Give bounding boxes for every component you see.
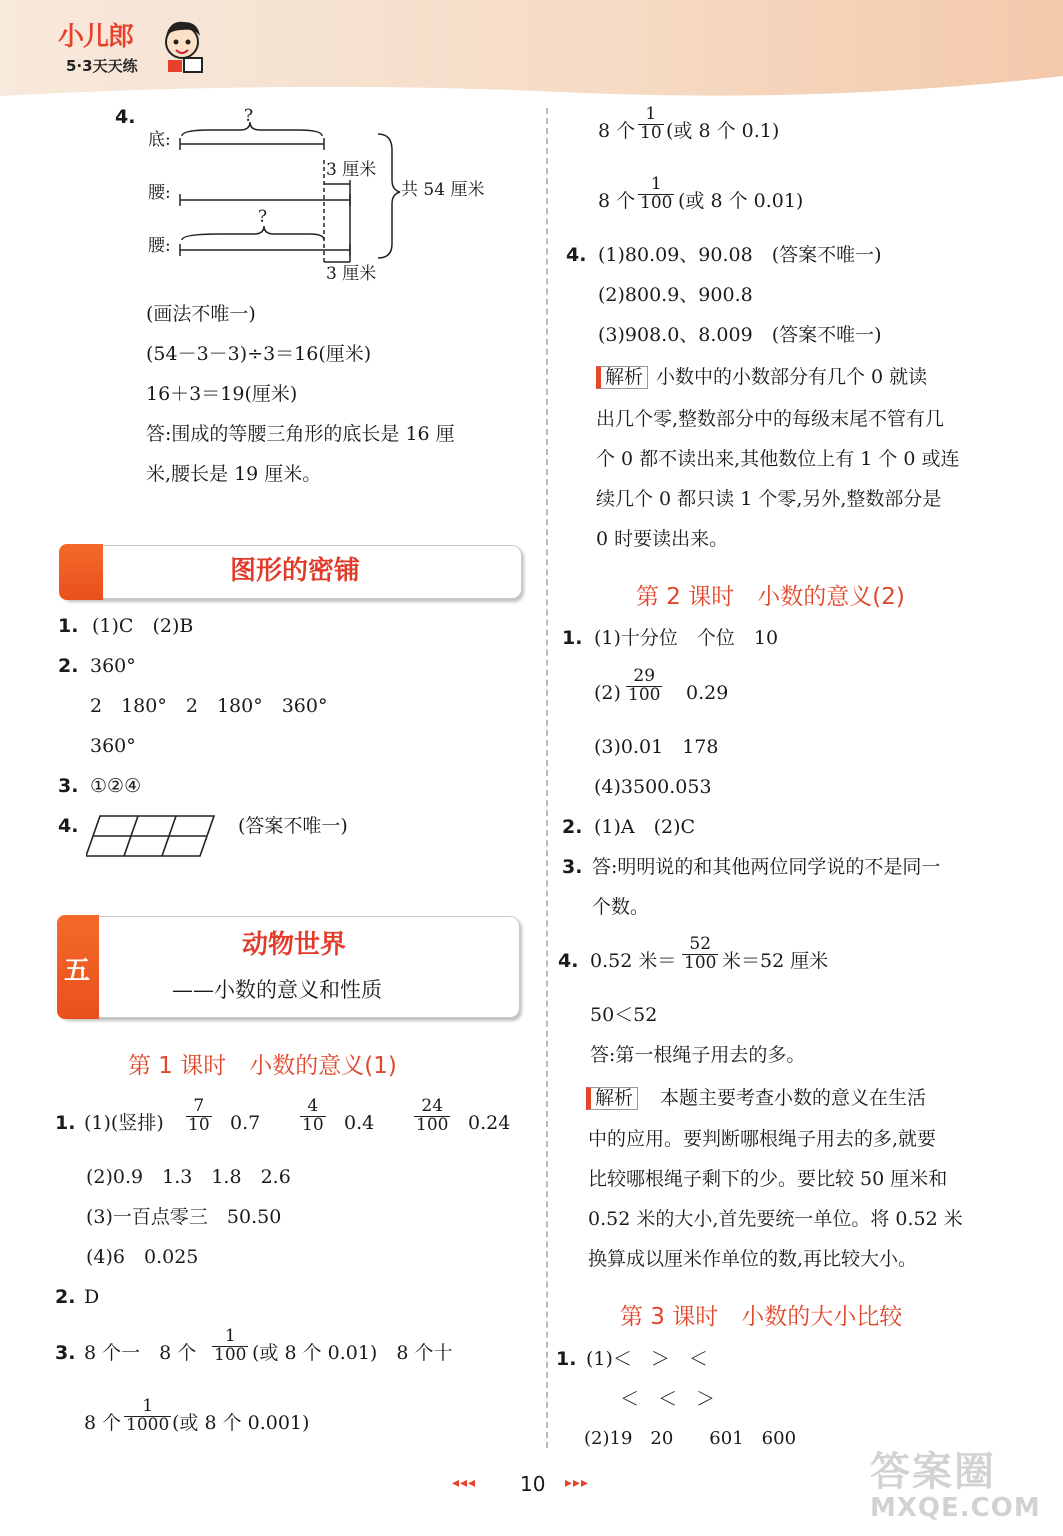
analysis-line: 续几个 0 都只读 1 个零,另外,整数部分是 <box>596 488 942 510</box>
fraction: $\frac{7}{10}$ <box>188 1096 210 1135</box>
header-wave <box>0 70 1063 110</box>
answer-line: (3)0.01 178 <box>594 736 719 758</box>
answer-line: 0.52 米＝ <box>590 950 677 972</box>
analysis-badge: 解析 <box>586 1087 638 1110</box>
diagram-label-waist: 腰: <box>148 236 171 256</box>
fraction: $\frac{24}{100}$ <box>416 1096 449 1135</box>
analysis-line: 解析 本题主要考查小数的意义在生活 <box>586 1087 926 1110</box>
parallelogram-tiling-figure <box>86 814 216 860</box>
unit-title: 动物世界 <box>242 930 347 960</box>
answer-line: 360° <box>90 735 136 757</box>
question-number: 4. <box>115 106 136 128</box>
analysis-badge: 解析 <box>596 366 648 389</box>
question-number: 3. <box>55 1342 76 1364</box>
diagram-total-label: 共 54 厘米 <box>401 180 485 200</box>
answer-line: (1)＜ ＞ ＜ <box>586 1348 708 1370</box>
diagram-3cm-label: 3 厘米 <box>326 160 377 180</box>
answer-line: (3)908.0、8.009 (答案不唯一) <box>598 324 882 346</box>
answer-line: 16＋3＝19(厘米) <box>146 383 298 405</box>
question-number: 1. <box>55 1112 76 1134</box>
answer-line: 8 个 <box>84 1412 122 1434</box>
question-number: 1. <box>58 615 79 637</box>
answer-line: (或 8 个 0.01) <box>678 190 804 212</box>
answer-line: (或 8 个 0.1) <box>666 120 780 142</box>
answer-line: 答:明明说的和其他两位同学说的不是同一 <box>592 856 941 878</box>
unit-number: 五 <box>64 956 91 986</box>
lesson-title: 第 3 课时 小数的大小比较 <box>620 1304 903 1330</box>
column-divider <box>546 108 548 1448</box>
lesson-title: 第 2 课时 小数的意义(2) <box>636 584 905 610</box>
analysis-line: 0.52 米的大小,首先要统一单位。将 0.52 米 <box>588 1208 963 1230</box>
answer-line: (2)800.9、900.8 <box>598 284 753 306</box>
answer-line: (1)80.09、90.08 (答案不唯一) <box>598 244 882 266</box>
answer-line: 米＝52 厘米 <box>722 950 829 972</box>
analysis-line: 比较哪根绳子剩下的少。要比较 50 厘米和 <box>588 1168 948 1190</box>
answer-line: 答:围成的等腰三角形的底长是 16 厘 <box>146 423 455 445</box>
brand-text: 5·3天天练 <box>66 57 138 75</box>
watermark <box>870 1440 1041 1523</box>
page-next-arrows-icon: ▸▸▸ <box>565 1475 590 1491</box>
question-number: 3. <box>562 856 583 878</box>
answer-value: 0.29 <box>686 682 729 704</box>
answer-line: (2) <box>594 682 621 704</box>
watermark-title: 答案圈 <box>870 1449 996 1495</box>
question-number: 3. <box>58 775 79 797</box>
page-number: 10 <box>520 1472 546 1496</box>
analysis-line: 解析 小数中的小数部分有几个 0 就读 <box>596 366 927 389</box>
answer-note: (答案不唯一) <box>238 815 348 837</box>
diagram-3cm-label: 3 厘米 <box>326 264 377 284</box>
answer-line: (2)19 20 601 600 <box>584 1428 797 1449</box>
answer-value: 0.4 <box>344 1112 375 1134</box>
answer-line: (1)C (2)B <box>92 615 194 637</box>
question-number: 2. <box>58 655 79 677</box>
answer-line: D <box>84 1286 100 1308</box>
mascot-icon <box>160 16 206 74</box>
answer-line: 360° <box>90 655 136 677</box>
answer-value: 0.7 <box>230 1112 261 1134</box>
page-prev-arrows-icon: ◂◂◂ <box>452 1475 477 1491</box>
fraction: $\frac{52}{100}$ <box>684 934 717 973</box>
question-number: 1. <box>562 627 583 649</box>
answer-line: 2 180° 2 180° 360° <box>90 695 328 717</box>
question-number: 2. <box>55 1286 76 1308</box>
answer-line: (1)A (2)C <box>594 816 696 838</box>
answer-line: (或 8 个 0.01) 8 个十 <box>252 1342 453 1364</box>
answer-value: 0.24 <box>468 1112 511 1134</box>
banner-tab <box>59 544 103 600</box>
fraction: $\frac{29}{100}$ <box>628 666 661 705</box>
question-number: 4. <box>58 815 79 837</box>
logo-text: 小儿郎 <box>58 22 134 52</box>
diagram-lines <box>170 120 410 270</box>
answer-line: (54－3－3)÷3＝16(厘米) <box>146 343 372 365</box>
answer-line: (画法不唯一) <box>146 303 256 325</box>
lesson-title: 第 1 课时 小数的意义(1) <box>128 1053 397 1079</box>
analysis-line: 中的应用。要判断哪根绳子用去的多,就要 <box>588 1128 937 1150</box>
answer-line: (4)6 0.025 <box>86 1246 199 1268</box>
answer-line: 50＜52 <box>590 1004 658 1026</box>
answer-line: (3)一百点零三 50.50 <box>86 1206 282 1228</box>
answer-line: 8 个 <box>598 120 636 142</box>
diagram-unknown: ? <box>244 106 254 126</box>
answer-line: (4)3500.053 <box>594 776 712 798</box>
section-title: 图形的密铺 <box>230 556 361 586</box>
answer-line: 个数。 <box>592 896 650 918</box>
fraction: $\frac{1}{100}$ <box>640 174 673 213</box>
analysis-line: 出几个零,整数部分中的每级末尾不管有几 <box>596 408 945 430</box>
answer-line: 米,腰长是 19 厘米。 <box>146 463 322 485</box>
question-number: 1. <box>556 1348 577 1370</box>
question-number: 4. <box>558 950 579 972</box>
answer-line: (或 8 个 0.001) <box>172 1412 310 1434</box>
analysis-line: 换算成以厘米作单位的数,再比较大小。 <box>588 1248 918 1270</box>
answer-line: (2)0.9 1.3 1.8 2.6 <box>86 1166 291 1188</box>
answer-line: 8 个 <box>598 190 636 212</box>
unit-subtitle: ——小数的意义和性质 <box>172 978 382 1002</box>
diagram-unknown: ? <box>258 207 268 227</box>
analysis-line: 个 0 都不读出来,其他数位上有 1 个 0 或连 <box>596 448 960 470</box>
answer-line: (1)十分位 个位 10 <box>594 627 779 649</box>
question-number: 2. <box>562 816 583 838</box>
fraction: $\frac{1}{10}$ <box>640 104 662 143</box>
answer-line: 8 个一 8 个 <box>84 1342 197 1364</box>
answer-line: (1)(竖排) <box>84 1112 164 1134</box>
fraction: $\frac{4}{10}$ <box>302 1096 324 1135</box>
fraction: $\frac{1}{1000}$ <box>126 1396 170 1435</box>
watermark-url: MXQE.COM <box>870 1493 1041 1523</box>
diagram-label-waist: 腰: <box>148 183 171 203</box>
analysis-line: 0 时要读出来。 <box>596 528 729 550</box>
page-header <box>0 0 1063 96</box>
diagram-label-base: 底: <box>148 130 171 150</box>
question-number: 4. <box>566 244 587 266</box>
answer-line: 答:第一根绳子用去的多。 <box>590 1044 806 1066</box>
answer-line: ＜ ＜ ＞ <box>620 1388 716 1410</box>
answer-line: ①②④ <box>90 775 142 797</box>
fraction: $\frac{1}{100}$ <box>214 1326 247 1365</box>
